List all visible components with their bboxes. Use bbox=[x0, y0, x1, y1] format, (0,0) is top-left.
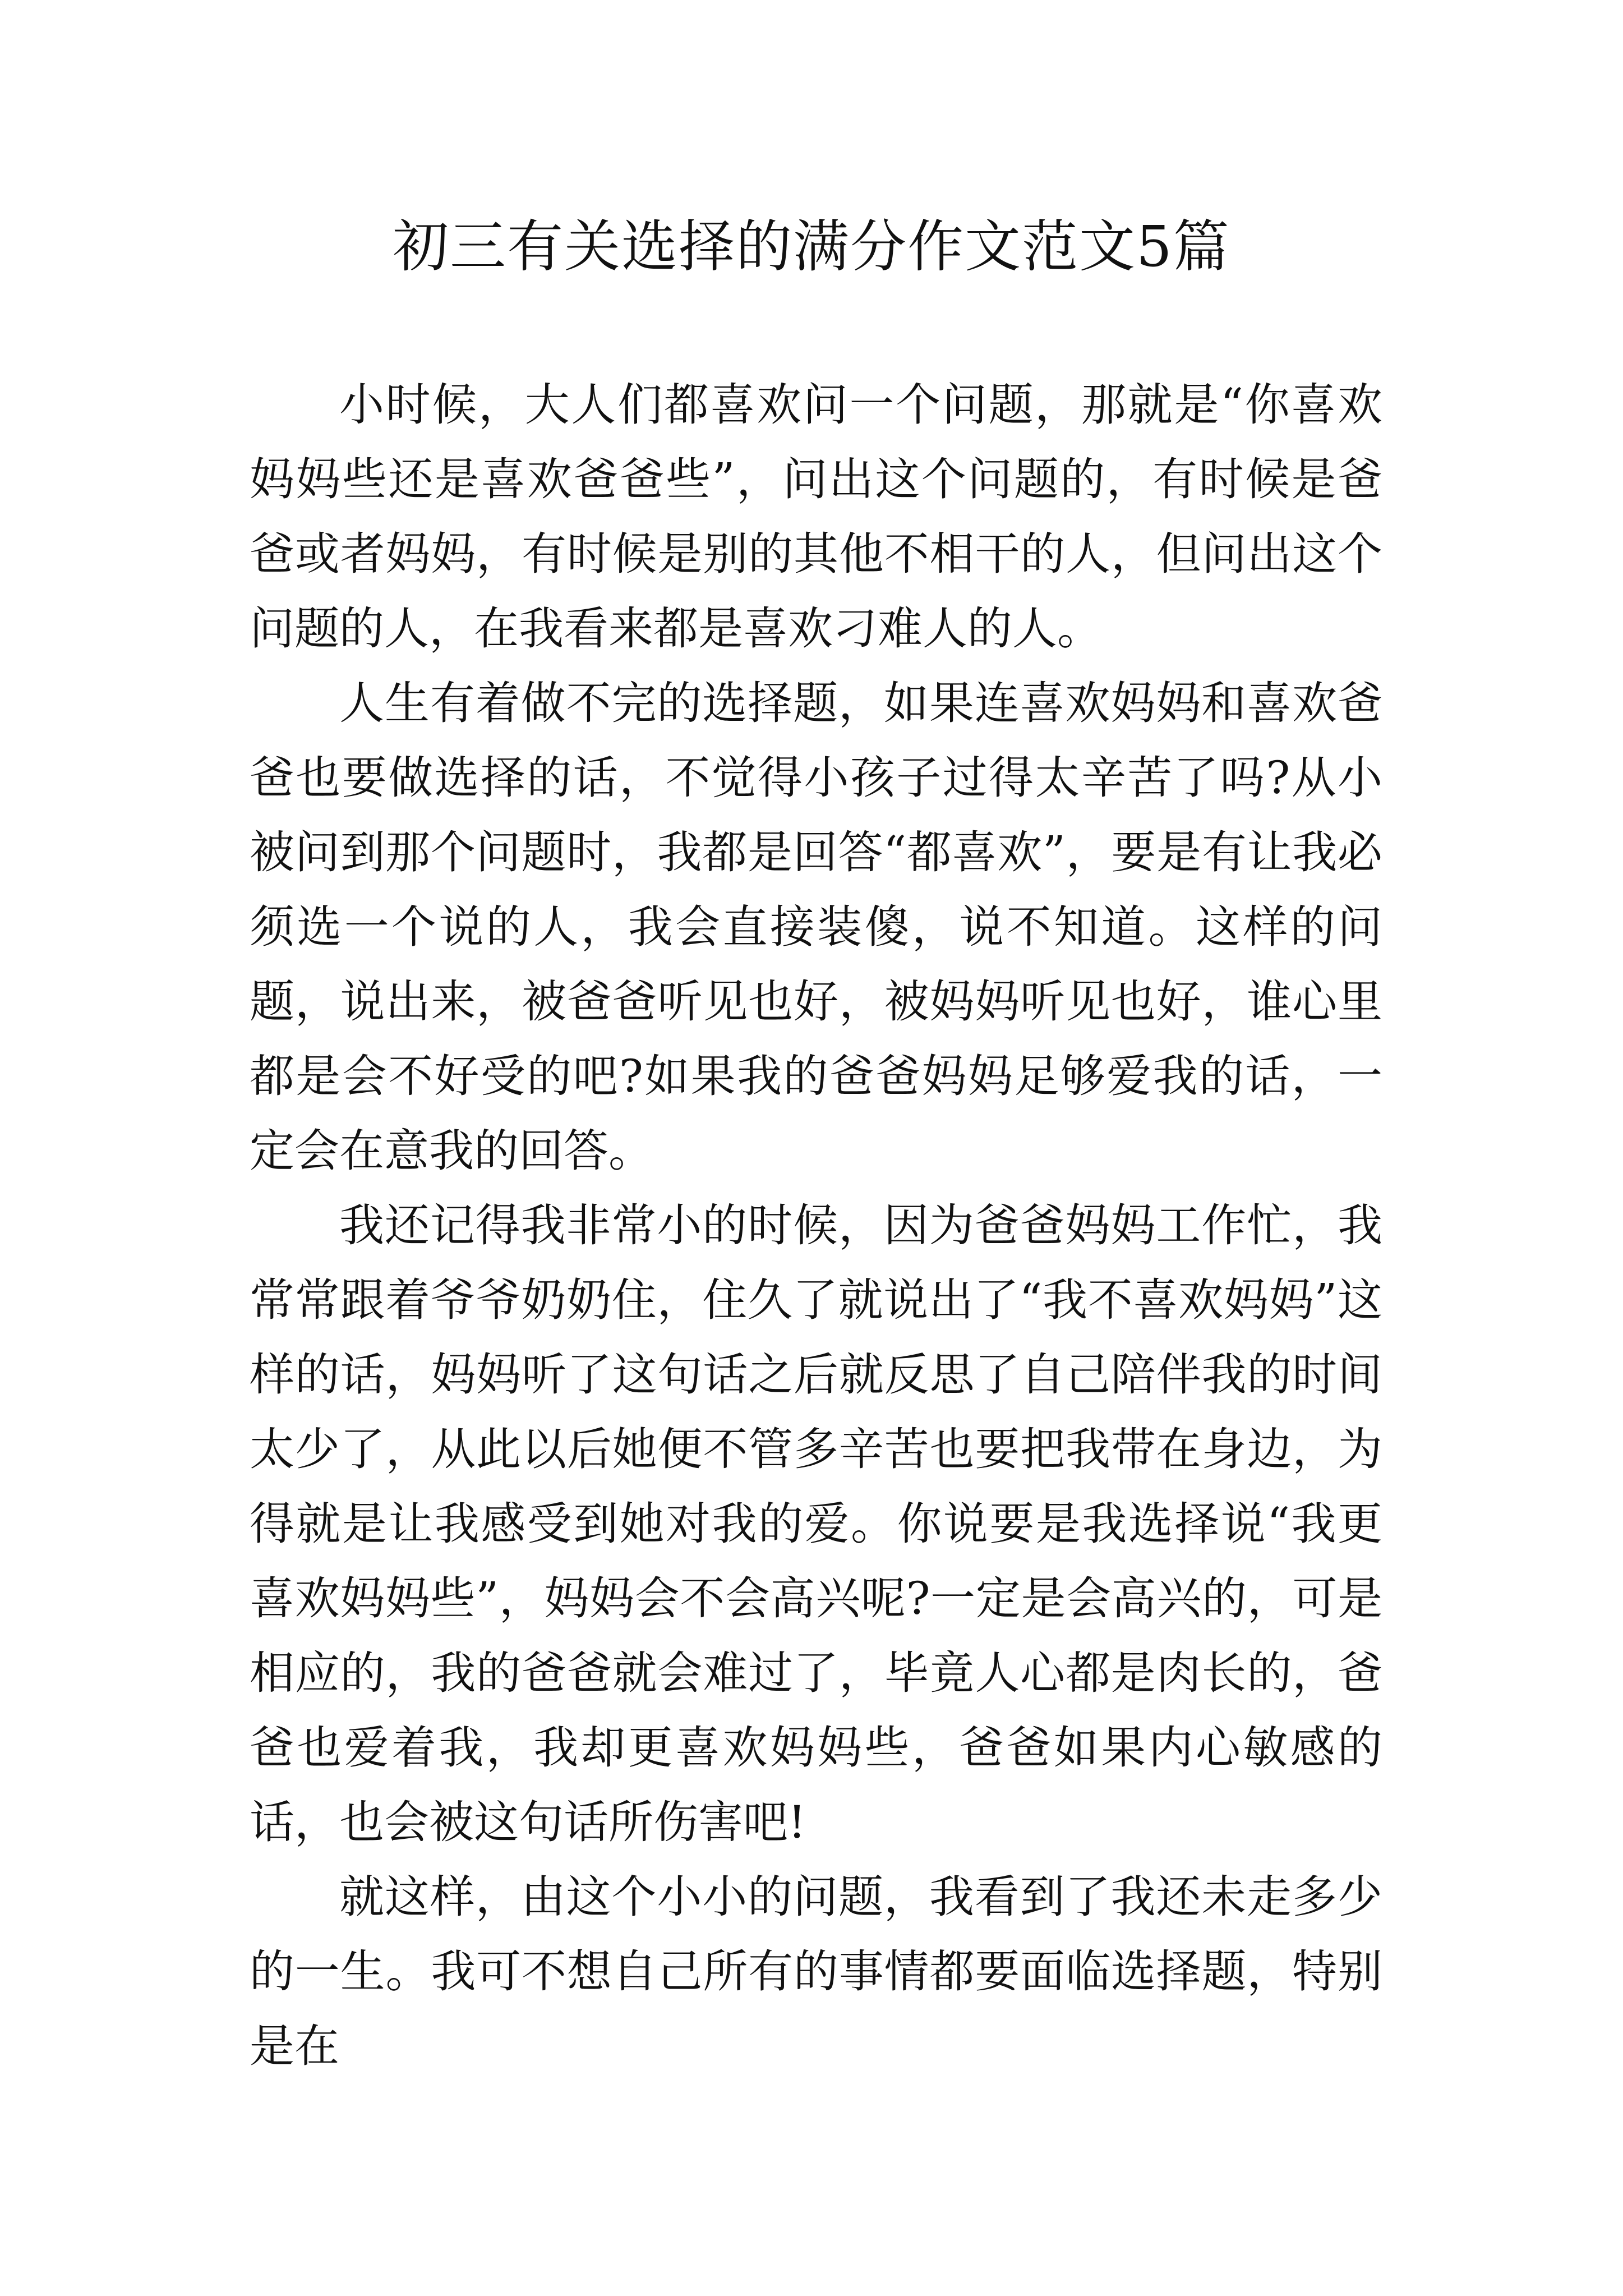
paragraph: 人生有着做不完的选择题，如果连喜欢妈妈和喜欢爸爸也要做选择的话，不觉得小孩子过得太辛苦了吗?从小被问到那个问题时，我都是回答“都喜欢”，要是有让我必须选一个说的人，我会直接装傻，说不知道。这样的问题，说出来，被爸爸听见也好，被妈妈听见也好，谁心里都是会不好受的吧?如果我的爸爸妈妈足够爱我的话，一定会在意我的回答。 bbox=[250, 677, 1382, 1177]
document-title: 初三有关选择的满分作文范文5篇 bbox=[393, 214, 1230, 279]
paragraph: 我还记得我非常小的时候，因为爸爸妈妈工作忙，我常常跟着爷爷奶奶住，住久了就说出了“我不喜欢妈妈”这样的话，妈妈听了这句话之后就反思了自己陪伴我的时间太少了，从此以后她便不管多辛苦也要把我带在身边，为得就是让我感受到她对我的爱。你说要是我选择说“我更喜欢妈妈些”，妈妈会不会高兴呢?一定是会高兴的，可是相应的，我的爸爸就会难过了，毕竟人心都是肉长的，爸爸也爱着我，我却更喜欢妈妈些，爸爸如果内心敏感的话，也会被这句话所伤害吧! bbox=[250, 1199, 1382, 1848]
paragraph: 就这样，由这个小小的问题，我看到了我还未走多少的一生。我可不想自己所有的事情都要面临选择题，特别是在 bbox=[250, 1871, 1382, 2072]
document-body bbox=[250, 367, 1382, 2083]
paragraph: 小时候，大人们都喜欢问一个问题，那就是“你喜欢妈妈些还是喜欢爸爸些”，问出这个问题的，有时候是爸爸或者妈妈，有时候是别的其他不相干的人，但问出这个问题的人，在我看来都是喜欢刁难人的人。 bbox=[250, 379, 1382, 655]
